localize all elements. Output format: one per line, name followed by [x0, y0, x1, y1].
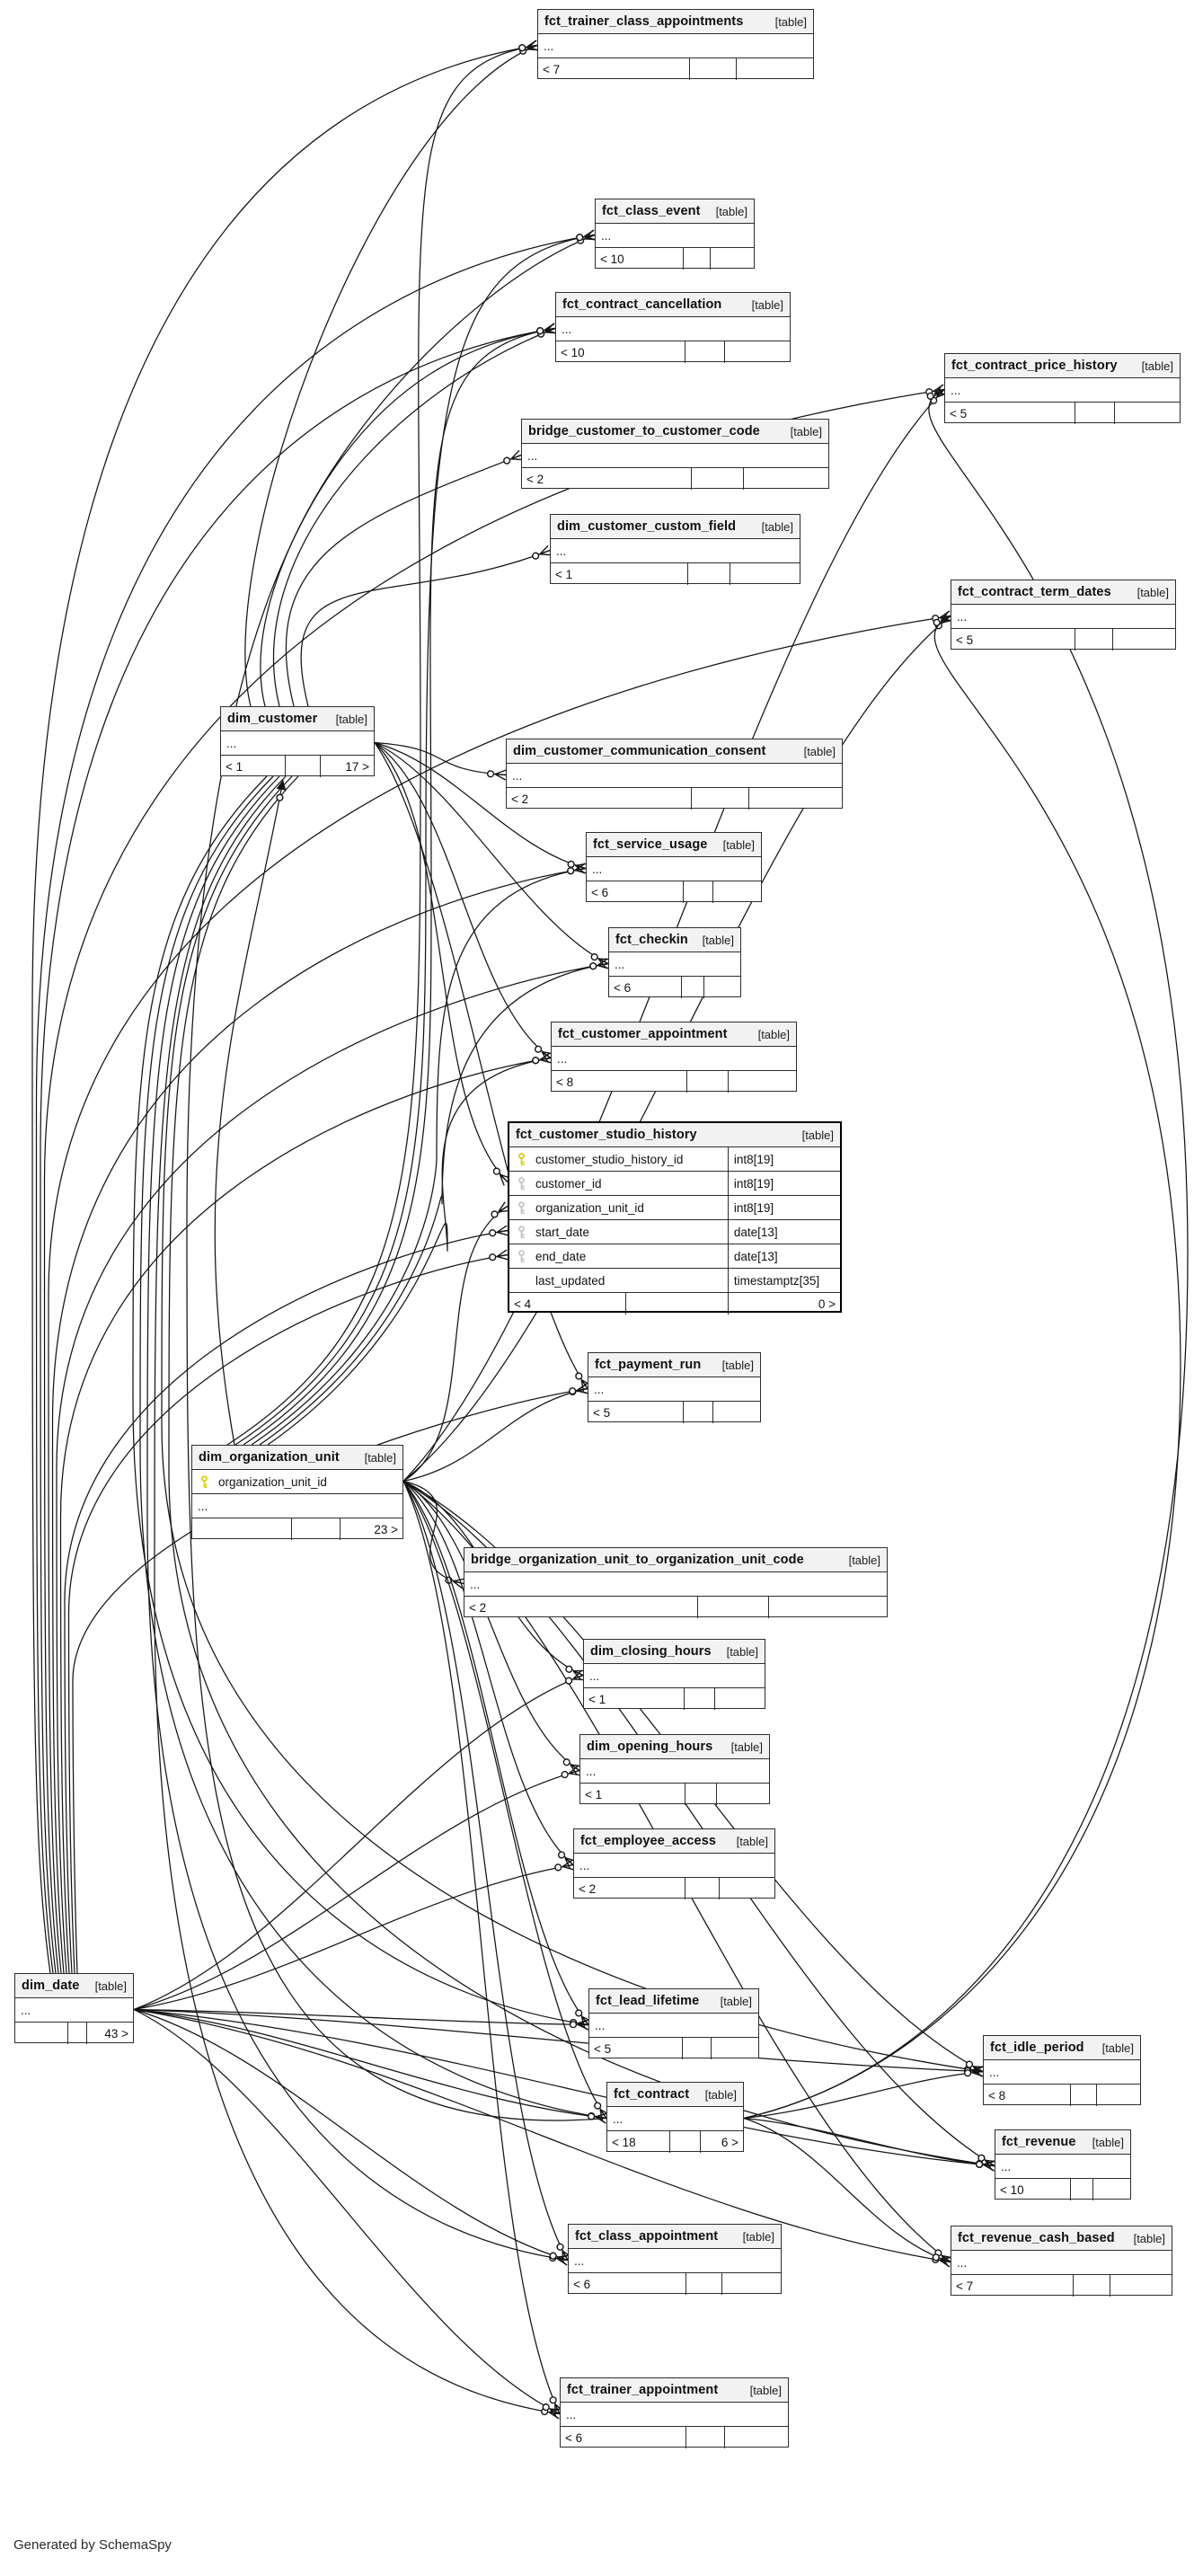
column-row: [509, 1244, 840, 1269]
footer-children-count: [768, 1597, 887, 1618]
footer-parents-count: < 6: [565, 2430, 583, 2445]
table-header: [589, 1989, 758, 2014]
table-node-fct_customer_studio_history[interactable]: [508, 1121, 842, 1313]
table-type-tag: [table]: [801, 1128, 834, 1142]
foreign-key-icon: [517, 1201, 526, 1215]
table-footer: [589, 2038, 758, 2059]
footer-mid-cell: [1073, 2275, 1110, 2297]
relationship-edge-dd-fca: [134, 2010, 568, 2261]
hidden-columns-row: ...: [609, 952, 740, 977]
table-title: dim_closing_hours: [590, 1644, 712, 1659]
footer-children-count: [1114, 403, 1180, 424]
table-type-tag: [table]: [1133, 2231, 1165, 2245]
column-type: int8[19]: [728, 1147, 840, 1171]
hidden-columns-row: ...: [464, 1572, 887, 1597]
table-title: bridge_organization_unit_to_organization_unit_code: [471, 1553, 804, 1567]
footer-parents-count: < 1: [588, 1692, 606, 1706]
footer-parents-count: < 5: [594, 2041, 612, 2056]
table-type-tag: [table]: [1092, 2135, 1124, 2149]
table-node-fct_service_usage[interactable]: [586, 832, 762, 902]
table-node-dim_organization_unit[interactable]: [191, 1445, 403, 1539]
relationship-edge-dd-tca: [32, 46, 537, 1974]
table-node-fct_revenue[interactable]: [995, 2129, 1131, 2200]
footer-mid-cell: [1070, 2085, 1097, 2106]
footer-mid-cell: [681, 977, 703, 998]
table-node-fct_payment_run[interactable]: [588, 1352, 761, 1422]
table-type-tag: [table]: [721, 1358, 754, 1372]
table-node-fct_customer_appointment[interactable]: [551, 1022, 797, 1092]
foreign-key-icon: [517, 1250, 526, 1263]
table-footer: [509, 1293, 840, 1315]
footer-parents-count: < 2: [579, 1881, 597, 1896]
relationship-edge-dd-cc: [40, 329, 555, 1974]
table-type-tag: [table]: [790, 424, 822, 438]
footer-mid-cell: [67, 2023, 86, 2044]
table-node-dim_customer_communication_consent[interactable]: [506, 739, 843, 809]
table-footer: [556, 341, 790, 363]
table-title: fct_service_usage: [593, 837, 708, 852]
primary-key-icon: [199, 1475, 209, 1489]
footer-parents-count: < 6: [614, 980, 632, 995]
table-title: fct_contract: [614, 2087, 690, 2102]
footer-children-count: [748, 788, 842, 810]
footer-children-count: [724, 2427, 788, 2448]
table-header: [580, 1735, 769, 1759]
relationship-edge-dd-ta: [134, 2010, 560, 2414]
table-footer: [607, 2131, 743, 2153]
table-type-tag: [table]: [335, 712, 367, 726]
hidden-columns-row: ...: [984, 2060, 1140, 2085]
table-footer: [995, 2179, 1130, 2200]
footer-children-count: [728, 1071, 796, 1093]
footer-children-count: 43 >: [86, 2023, 133, 2044]
footer-children-count: 6 >: [700, 2131, 743, 2153]
table-header: [551, 515, 800, 539]
hidden-columns-row: ...: [580, 1759, 769, 1784]
table-header: [507, 739, 842, 764]
table-node-fct_class_appointment[interactable]: [568, 2224, 782, 2294]
table-title: fct_contract_term_dates: [958, 585, 1111, 599]
footer-children-count: [712, 881, 761, 903]
footer-children-count: [743, 468, 828, 490]
table-node-fct_revenue_cash_based[interactable]: [951, 2226, 1172, 2296]
column-name: end_date: [535, 1249, 587, 1263]
table-title: fct_employee_access: [580, 1834, 717, 1848]
table-node-dim_customer_custom_field[interactable]: [550, 514, 800, 584]
hidden-columns-row: ...: [587, 857, 761, 881]
relationship-edge-dc-ll: [133, 776, 588, 2025]
hidden-columns-row: ...: [945, 378, 1180, 403]
footer-mid-cell: [687, 563, 730, 585]
table-type-tag: [table]: [803, 744, 836, 758]
table-header: [561, 2378, 788, 2403]
table-title: fct_class_event: [602, 204, 701, 218]
column-row: [192, 1470, 402, 1494]
footer-parents-count: < 5: [593, 1405, 611, 1420]
table-footer: [609, 977, 740, 998]
hidden-columns-row: ...: [569, 2249, 781, 2273]
table-footer: [507, 788, 842, 810]
footer-children-count: [721, 2273, 781, 2295]
table-header: [15, 1974, 133, 1998]
hidden-columns-row: ...: [588, 1377, 760, 1402]
table-title: fct_idle_period: [990, 2040, 1084, 2055]
footer-children-count: [703, 977, 740, 998]
table-node-fct_contract_term_dates[interactable]: [951, 580, 1176, 650]
hidden-columns-row: ...: [556, 317, 790, 341]
relationship-edge-dc-csh: [375, 743, 508, 1182]
table-title: bridge_customer_to_customer_code: [528, 424, 760, 438]
hidden-columns-row: ...: [507, 764, 842, 788]
table-type-tag: [table]: [94, 1978, 127, 1993]
table-node-dim_date[interactable]: [14, 1973, 134, 2043]
table-type-tag: [table]: [715, 204, 747, 218]
hidden-columns-row: ...: [551, 539, 800, 563]
table-header: [945, 354, 1180, 378]
footer-mid-cell: [1075, 403, 1114, 424]
table-footer: [588, 1402, 760, 1423]
foreign-key-icon: [517, 1177, 526, 1191]
table-header: [221, 707, 374, 731]
relationship-edge-dd-csh: [65, 1231, 508, 1974]
table-node-fct_idle_period[interactable]: [983, 2035, 1141, 2105]
table-title: fct_contract_price_history: [951, 359, 1118, 373]
footer-parents-count: < 2: [469, 1600, 487, 1615]
hidden-columns-row: ...: [221, 731, 374, 756]
footer-children-count: [716, 1784, 769, 1805]
relationship-edge-dd-rcb: [134, 2010, 951, 2262]
table-node-bridge_organization_unit_to_organization_unit_code[interactable]: [464, 1547, 888, 1617]
table-header: [588, 1353, 760, 1377]
table-header: [995, 2130, 1130, 2155]
table-footer: [561, 2427, 788, 2448]
footer-children-count: 0 >: [728, 1293, 840, 1315]
table-type-tag: [table]: [761, 519, 793, 534]
table-type-tag: [table]: [749, 2383, 782, 2397]
footer-parents-count: < 10: [1000, 2182, 1024, 2197]
table-title: fct_checkin: [615, 933, 688, 947]
table-header: [951, 2226, 1172, 2251]
table-header: [538, 10, 813, 34]
table-footer: [984, 2085, 1140, 2106]
table-header: [522, 420, 828, 444]
footer-children-count: [1092, 2179, 1130, 2200]
table-footer: [15, 2023, 133, 2044]
hidden-columns-row: ...: [561, 2403, 788, 2427]
footer-children-count: [730, 563, 800, 585]
column-type: date[13]: [728, 1220, 840, 1244]
column-row: [509, 1269, 840, 1293]
footer-children-count: [724, 341, 790, 363]
relationship-edge-dd-doh: [134, 1771, 579, 2010]
footer-mid-cell: [682, 2038, 711, 2059]
relationship-edge-dd-dch: [134, 1676, 583, 2010]
table-header: [587, 833, 761, 857]
table-footer: [951, 629, 1175, 651]
footer-mid-cell: [685, 1784, 717, 1805]
table-type-tag: [table]: [1137, 585, 1169, 599]
footer-children-count: [719, 1878, 774, 1899]
relationship-edge-fc-ctd: [744, 616, 1181, 2119]
footer-parents-count: < 5: [950, 406, 968, 420]
table-type-tag: [table]: [364, 1450, 396, 1465]
footer-parents-count: < 6: [573, 2277, 591, 2291]
relationship-edge-fc-ip: [744, 2072, 983, 2119]
footer-parents-count: < 10: [561, 345, 585, 359]
table-header: [607, 2083, 743, 2107]
foreign-key-icon: [517, 1226, 526, 1239]
column-name: start_date: [535, 1225, 590, 1239]
footer-mid-cell: [689, 58, 736, 80]
column-name: last_updated: [535, 1273, 606, 1288]
table-type-tag: [table]: [722, 837, 755, 852]
table-header: [569, 2225, 781, 2249]
column-row: [509, 1172, 840, 1196]
column-name: organization_unit_id: [218, 1474, 327, 1489]
relationship-edge-dou-csh: [403, 1207, 508, 1482]
hidden-columns-row: ...: [192, 1494, 402, 1518]
footer-mid-cell: [685, 2273, 721, 2295]
footer-parents-count: < 8: [556, 1075, 574, 1089]
footer-parents-count: < 10: [600, 252, 624, 266]
relationship-edge-dd-csh: [69, 1255, 509, 1974]
table-node-dim_closing_hours[interactable]: [583, 1639, 765, 1709]
footer-parents-count: < 18: [612, 2135, 636, 2149]
footer-mid-cell: [685, 341, 724, 363]
table-node-fct_trainer_appointment[interactable]: [560, 2377, 789, 2448]
footer-children-count: [1112, 629, 1175, 651]
table-node-fct_contract[interactable]: [606, 2082, 744, 2152]
column-row: [509, 1196, 840, 1220]
footer-parents-count: < 8: [988, 2088, 1006, 2102]
table-footer: [221, 756, 374, 777]
column-type: timestamptz[35]: [728, 1269, 840, 1292]
table-type-tag: [table]: [1101, 2040, 1134, 2055]
footer-children-count: [710, 248, 754, 270]
column-row: [509, 1220, 840, 1244]
relationship-edge-dd-ip: [134, 2010, 983, 2072]
table-node-fct_trainer_class_appointments[interactable]: [537, 9, 814, 79]
hidden-columns-row: ...: [589, 2014, 758, 2038]
hidden-columns-row: ...: [607, 2107, 743, 2131]
footer-mid-cell: [686, 1071, 728, 1093]
table-type-tag: [table]: [720, 1994, 752, 2008]
relationship-edge-dou-ta: [403, 1482, 560, 2414]
hidden-columns-row: ...: [951, 2251, 1172, 2275]
relationship-edge-dou-dc: [215, 780, 283, 1445]
table-footer: [951, 2275, 1172, 2297]
footer-mid-cell: [1070, 2179, 1093, 2200]
table-title: fct_revenue: [1002, 2135, 1076, 2149]
table-header: [984, 2036, 1140, 2060]
table-node-dim_opening_hours[interactable]: [579, 1734, 770, 1804]
table-footer: [538, 58, 813, 80]
footer-mid-cell: [625, 1293, 728, 1315]
table-type-tag: [table]: [774, 14, 807, 29]
table-node-fct_checkin[interactable]: [608, 927, 741, 997]
footer-mid-cell: [285, 756, 320, 777]
table-type-tag: [table]: [751, 297, 783, 312]
footer-parents-count: < 1: [555, 567, 573, 581]
table-node-dim_customer[interactable]: [220, 706, 375, 776]
table-header: [464, 1548, 887, 1572]
table-type-tag: [table]: [742, 2229, 774, 2244]
table-type-tag: [table]: [757, 1027, 790, 1041]
table-header: [574, 1829, 774, 1854]
footer-mid-cell: [691, 468, 743, 490]
table-title: fct_payment_run: [595, 1358, 702, 1372]
table-node-bridge_customer_to_customer_code[interactable]: [521, 419, 829, 489]
hidden-columns-row: ...: [951, 605, 1175, 629]
relationship-edge-dd-fc: [134, 2010, 606, 2119]
footer-mid-cell: [685, 2427, 724, 2448]
table-node-fct_contract_price_history[interactable]: [944, 353, 1181, 423]
table-node-fct_employee_access[interactable]: [573, 1828, 775, 1899]
relationship-edge-dc-ccf: [301, 551, 550, 707]
hidden-columns-row: ...: [15, 1998, 133, 2023]
relationship-edge-dc-bcc: [286, 456, 521, 707]
column-name: customer_id: [535, 1176, 602, 1191]
footer-mid-cell: [1075, 629, 1112, 651]
table-title: dim_customer_communication_consent: [513, 744, 766, 758]
primary-key-icon: [517, 1153, 526, 1166]
footer-mid-cell: [691, 788, 747, 810]
hidden-columns-row: ...: [538, 34, 813, 58]
table-header: [609, 928, 740, 952]
table-title: dim_date: [22, 1978, 80, 1993]
table-footer: [464, 1597, 887, 1618]
table-title: dim_customer_custom_field: [557, 519, 737, 534]
footer-children-count: [736, 58, 813, 80]
hidden-columns-row: ...: [552, 1047, 796, 1071]
table-header: [584, 1640, 765, 1664]
footer-mid-cell: [685, 1878, 719, 1899]
footer-mid-cell: [684, 1688, 714, 1710]
table-type-tag: [table]: [1141, 359, 1173, 373]
table-header: [556, 293, 790, 317]
footer-parents-count: [15, 2023, 67, 2044]
table-node-fct_contract_cancellation[interactable]: [555, 292, 791, 362]
footer-parents-count: [192, 1518, 291, 1540]
table-type-tag: [table]: [704, 2087, 737, 2102]
table-node-fct_lead_lifetime[interactable]: [588, 1988, 759, 2058]
hidden-columns-row: ...: [995, 2155, 1130, 2179]
footer-mid-cell: [683, 1402, 712, 1423]
footer-mid-cell: [683, 881, 712, 903]
column-name: customer_studio_history_id: [535, 1152, 684, 1166]
table-title: fct_customer_studio_history: [516, 1128, 697, 1142]
column-row: [509, 1147, 840, 1172]
table-type-tag: [table]: [726, 1644, 758, 1659]
table-header: [192, 1446, 402, 1470]
footer-parents-count: < 1: [226, 759, 243, 774]
table-footer: [574, 1878, 774, 1899]
column-type: date[13]: [728, 1244, 840, 1268]
footer-parents-count: < 7: [956, 2279, 974, 2293]
footer-parents-count: < 2: [526, 472, 544, 486]
relationship-edge-fc-rev: [744, 2119, 995, 2166]
relationship-edge-dd-ea: [134, 1865, 573, 2010]
table-footer: [596, 248, 754, 270]
footer-children-count: [712, 1402, 760, 1423]
schemaspy-credit: Generated by SchemaSpy: [13, 2537, 172, 2553]
hidden-columns-row: ...: [574, 1854, 774, 1878]
table-type-tag: [table]: [736, 1834, 768, 1848]
table-footer: [587, 881, 761, 903]
footer-children-count: 17 >: [320, 756, 374, 777]
table-footer: [551, 563, 800, 585]
table-node-fct_class_event[interactable]: [595, 199, 755, 269]
hidden-columns-row: ...: [596, 224, 754, 248]
footer-parents-count: < 4: [514, 1297, 532, 1311]
table-footer: [580, 1784, 769, 1805]
table-footer: [584, 1688, 765, 1710]
relationship-edge-dou-pr: [403, 1389, 588, 1482]
table-title: fct_trainer_class_appointments: [544, 14, 744, 29]
table-type-tag: [table]: [702, 933, 734, 947]
relationship-edge-dd-ce: [37, 235, 596, 1974]
column-name: organization_unit_id: [535, 1200, 644, 1215]
table-title: dim_opening_hours: [587, 1739, 713, 1754]
footer-mid-cell: [697, 1597, 769, 1618]
footer-parents-count: < 2: [511, 792, 529, 806]
table-type-tag: [table]: [730, 1739, 763, 1754]
footer-mid-cell: [291, 1518, 340, 1540]
table-title: fct_trainer_appointment: [567, 2383, 719, 2397]
footer-parents-count: < 6: [591, 885, 609, 899]
table-title: dim_organization_unit: [199, 1450, 340, 1465]
footer-parents-count: < 1: [585, 1787, 603, 1801]
table-title: fct_lead_lifetime: [596, 1994, 700, 2008]
table-header: [552, 1022, 796, 1047]
column-type: int8[19]: [728, 1196, 840, 1219]
table-header: [951, 580, 1175, 605]
table-title: fct_contract_cancellation: [562, 297, 722, 312]
table-footer: [522, 468, 828, 490]
table-footer: [192, 1518, 402, 1540]
table-header: [509, 1123, 840, 1147]
footer-parents-count: < 5: [956, 633, 974, 647]
table-type-tag: [table]: [848, 1553, 880, 1567]
footer-children-count: [1096, 2085, 1140, 2106]
footer-mid-cell: [669, 2131, 699, 2153]
footer-children-count: 23 >: [340, 1518, 402, 1540]
table-title: dim_customer: [227, 712, 318, 726]
hidden-columns-row: ...: [584, 1664, 765, 1688]
footer-children-count: [714, 1688, 765, 1710]
footer-children-count: [711, 2038, 758, 2059]
table-title: fct_customer_appointment: [558, 1027, 728, 1041]
table-footer: [569, 2273, 781, 2295]
table-title: fct_revenue_cash_based: [958, 2231, 1115, 2245]
footer-parents-count: < 7: [543, 62, 561, 76]
table-footer: [945, 403, 1180, 424]
footer-mid-cell: [683, 248, 710, 270]
table-title: fct_class_appointment: [575, 2229, 719, 2244]
footer-children-count: [1110, 2275, 1172, 2297]
table-footer: [552, 1071, 796, 1093]
table-header: [596, 199, 754, 224]
hidden-columns-row: ...: [522, 444, 828, 468]
column-type: int8[19]: [728, 1172, 840, 1195]
